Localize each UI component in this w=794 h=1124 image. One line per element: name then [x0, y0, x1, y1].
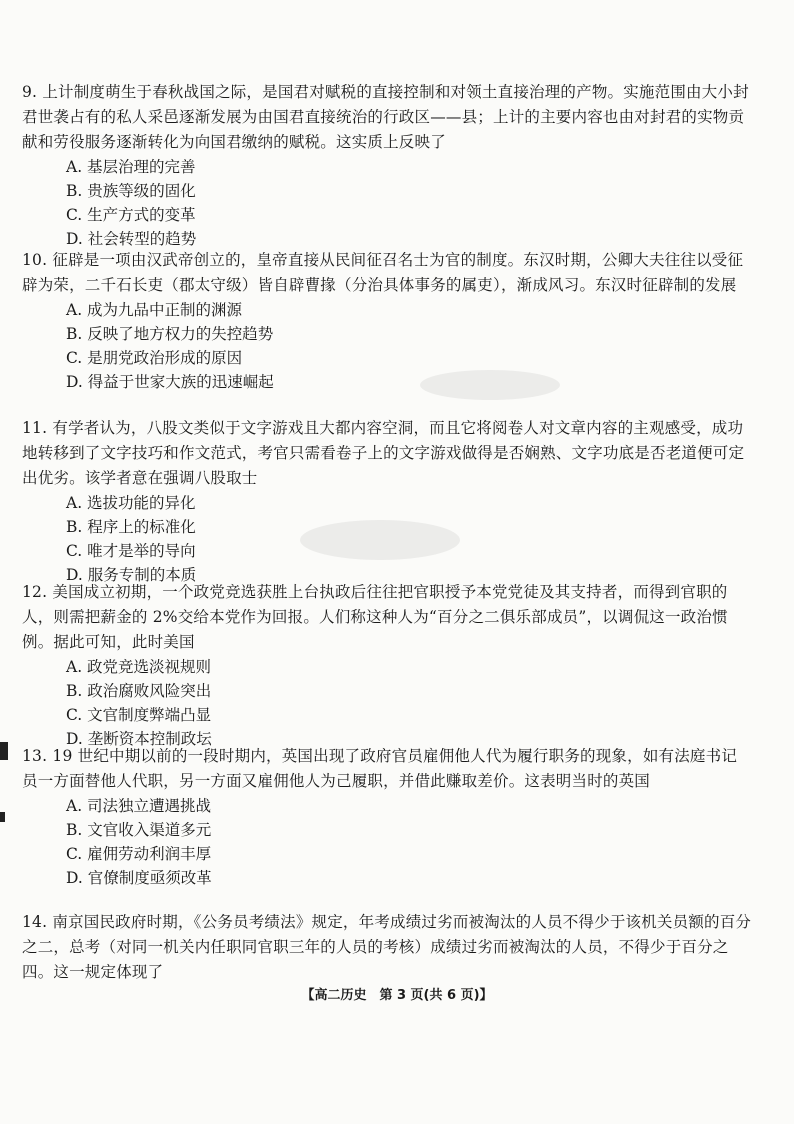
question-stem: 12. 美国成立初期，一个政党竞选获胜上台执政后往往把官职授予本党党徒及其支持者，而得到官职的人，则需把薪金的 2%交给本党作为回报。人们称这种人为“百分之二俱乐部成员”，以调侃这一政治惯例。据此可知，此时美国 [22, 583, 728, 651]
question-stem: 10. 征辟是一项由汉武帝创立的，皇帝直接从民间征召名士为官的制度。东汉时期，公卿大夫往往以受征辟为荣，二千石长吏（郡太守级）皆自辟曹掾（分治具体事务的属吏），渐成风习。东汉时征辟制的发展 [22, 251, 744, 294]
option-d[interactable]: D. 垄断资本控制政坛 [66, 730, 212, 748]
option-b[interactable]: B. 政治腐败风险突出 [66, 682, 212, 700]
option-d[interactable]: D. 官僚制度亟须改革 [66, 869, 212, 887]
question-14 [22, 910, 752, 985]
question-stem: 11. 有学者认为，八股文类似于文字游戏且大都内容空洞，而且它将阅卷人对文章内容的主观感受，成功地转移到了文字技巧和作文范式，考官只需看卷子上的文字游戏做得是否娴熟、文字功底是否老道便可定出优劣。该学者意在强调八股取士 [22, 419, 745, 487]
option-c[interactable]: C. 文官制度弊端凸显 [66, 706, 212, 724]
option-b[interactable]: B. 程序上的标准化 [66, 518, 196, 536]
option-d[interactable]: D. 得益于世家大族的迅速崛起 [66, 373, 274, 391]
option-a[interactable]: A. 选拔功能的异化 [66, 494, 196, 512]
option-b[interactable]: B. 文官收入渠道多元 [66, 821, 212, 839]
question-9 [22, 80, 752, 251]
question-stem: 14. 南京国民政府时期，《公务员考绩法》规定，年考成绩过劣而被淘汰的人员不得少于该机关员额的百分之二，总考（对同一机关内任职同官职三年的人员的考核）成绩过劣而被淘汰的人员，不得少于百分之四。这一规定体现了 [22, 913, 752, 981]
question-11 [22, 416, 752, 587]
scan-edge-mark [0, 742, 8, 760]
option-a[interactable]: A. 基层治理的完善 [66, 158, 196, 176]
option-d[interactable]: D. 社会转型的趋势 [66, 230, 197, 248]
question-10 [22, 248, 752, 394]
options-list [22, 794, 752, 890]
option-b[interactable]: B. 反映了地方权力的失控趋势 [66, 325, 274, 343]
option-c[interactable]: C. 生产方式的变革 [66, 206, 196, 224]
question-stem: 9. 上计制度萌生于春秋战国之际，是国君对赋税的直接控制和对领土直接治理的产物。实施范围由大小封君世袭占有的私人采邑逐渐发展为由国君直接统治的行政区——县；上计的主要内容也由对封君的实物贡献和劳役服务逐渐转化为向国君缴纳的赋税。这实质上反映了 [22, 83, 749, 151]
scan-edge-mark [0, 812, 5, 822]
option-a[interactable]: A. 政党竞选淡视规则 [66, 658, 212, 676]
option-d[interactable]: D. 服务专制的本质 [66, 566, 197, 584]
question-stem: 13. 19 世纪中期以前的一段时期内，英国出现了政府官员雇佣他人代为履行职务的现象，如有法庭书记员一方面替他人代职，另一方面又雇佣他人为己履职，并借此赚取差价。这表明当时的英国 [22, 747, 738, 790]
question-12 [22, 580, 752, 751]
option-a[interactable]: A. 司法独立遭遇挑战 [66, 797, 212, 815]
options-list [22, 655, 752, 751]
page-footer: 【高二历史 第 3 页(共 6 页)】 [301, 988, 493, 1003]
option-c[interactable]: C. 是朋党政治形成的原因 [66, 349, 243, 367]
scan-smudge [420, 370, 560, 400]
options-list [22, 155, 752, 251]
option-a[interactable]: A. 成为九品中正制的渊源 [66, 301, 243, 319]
options-list [22, 298, 752, 394]
option-c[interactable]: C. 唯才是举的导向 [66, 542, 196, 560]
option-b[interactable]: B. 贵族等级的固化 [66, 182, 196, 200]
question-13 [22, 744, 752, 890]
option-c[interactable]: C. 雇佣劳动利润丰厚 [66, 845, 212, 863]
scan-smudge [300, 520, 460, 560]
